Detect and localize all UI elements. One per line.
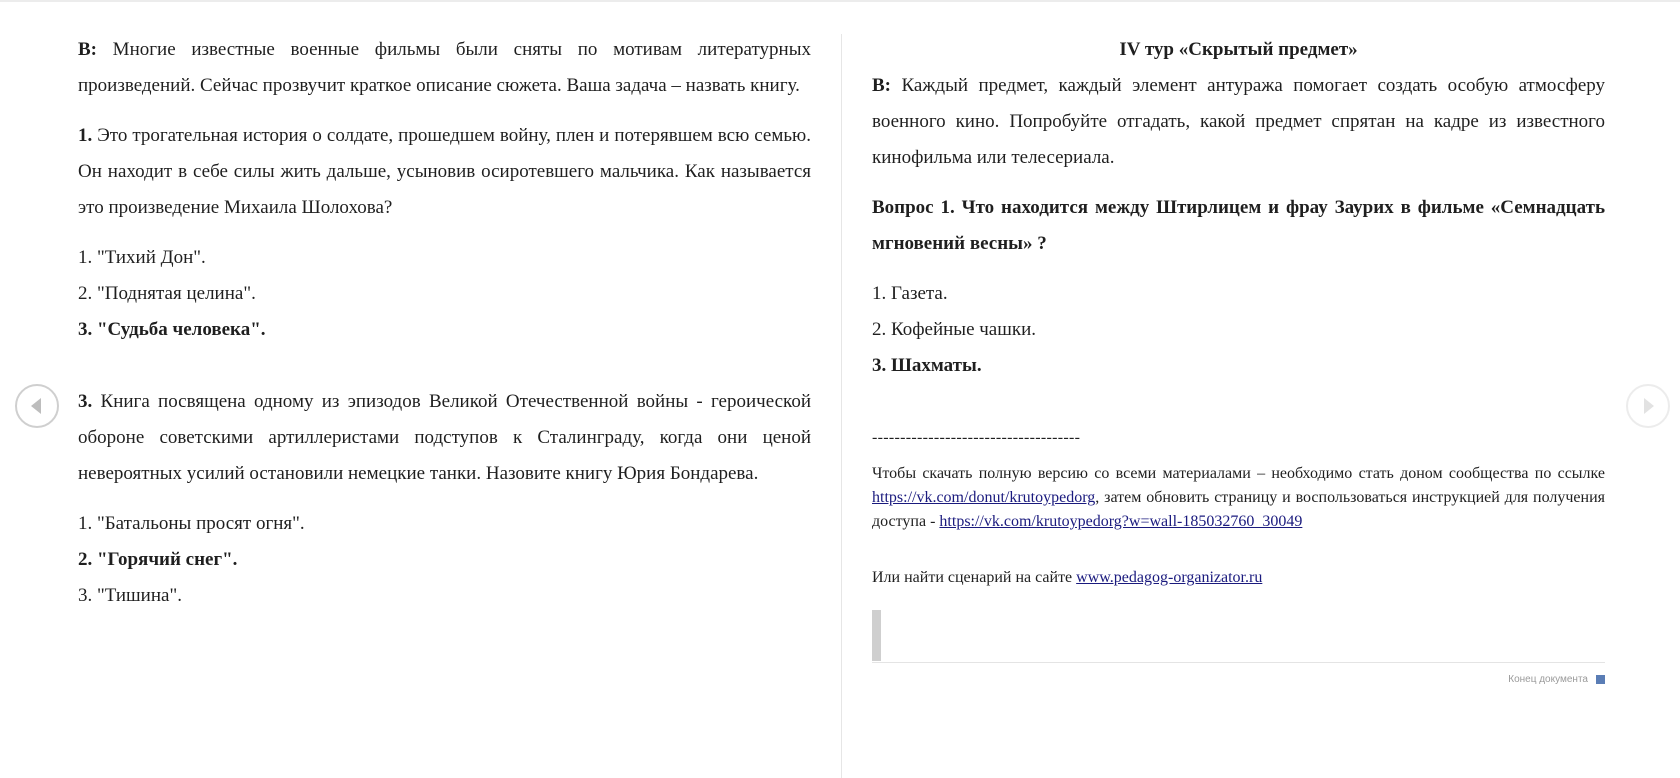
- round-title: IV тур «Скрытый предмет»: [1119, 39, 1358, 60]
- end-of-document-label: Конец документа: [1508, 674, 1588, 685]
- left-page: [78, 32, 811, 614]
- intro-paragraph: [78, 32, 811, 104]
- donut-link[interactable]: https://vk.com/donut/krutoypedorg: [872, 489, 1096, 506]
- dash-separator: -------------------------------------: [872, 429, 1081, 446]
- download-note: [872, 462, 1605, 534]
- question-3-options: [78, 506, 811, 614]
- end-rule: [872, 662, 1605, 663]
- question-1-number: 1.: [78, 125, 93, 146]
- list-item-answer: 3. Шахматы.: [872, 355, 982, 376]
- site-note-text: Или найти сценарий на сайте: [872, 569, 1077, 586]
- wall-link[interactable]: https://vk.com/krutoypedorg?w=wall-185032760_30049: [939, 513, 1303, 530]
- round-question: Вопрос 1. Что находится между Штирлицем и фрау Заурих в фильме «Семнадцать мгновений весны» ?: [872, 197, 1605, 254]
- question-3: [78, 384, 811, 492]
- question-1-text: Это трогательная история о солдате, прошедшем войну, плен и потерявшем всю семью. Он находит в себе силы жить дальше, усыновив осиротевшего мальчика. Как называется это произведение Михаила Шолохова?: [78, 125, 811, 218]
- chevron-right-icon: [1640, 397, 1656, 415]
- question-3-text: Книга посвящена одному из эпизодов Великой Отечественной войны - героической обороне советскими артиллеристами подступов к Сталинграду, когда они ценой невероятных усилий остановили немецкие танки. Назовите книгу Юрия Бондарева.: [78, 391, 811, 484]
- round-intro: [872, 68, 1605, 176]
- list-item: 3. "Тишина".: [78, 585, 182, 606]
- right-page: [872, 32, 1605, 590]
- download-text-1: Чтобы скачать полную версию со всеми материалами – необходимо стать доном сообщества по ссылке: [872, 465, 1605, 482]
- top-border: [0, 0, 1680, 2]
- round-question-options: [872, 276, 1605, 384]
- list-item: 2. Кофейные чашки.: [872, 319, 1037, 340]
- question-3-number: 3.: [78, 391, 93, 412]
- next-page-button[interactable]: [1626, 384, 1670, 428]
- intro-text: Многие известные военные фильмы были сняты по мотивам литературных произведений. Сейчас прозвучит краткое описание сюжета. Ваша задача – назвать книгу.: [78, 39, 811, 96]
- download-text-2: , затем обновить страницу и воспользоваться инструкцией для получения доступа -: [872, 489, 1605, 530]
- round-intro-text: Каждый предмет, каждый элемент антуража помогает создать особую атмосферу военного кино. Попробуйте отгадать, какой предмет спрятан на кадре из известного кинофильма или телесериала.: [872, 75, 1605, 168]
- quote-bar: [872, 610, 881, 661]
- site-link[interactable]: www.pedagog-organizator.ru: [1076, 569, 1263, 586]
- list-item-answer: 3. "Судьба человека".: [78, 319, 266, 340]
- list-item: 1. Газета.: [872, 283, 948, 304]
- end-of-document: [1508, 674, 1605, 685]
- question-1-options: [78, 240, 811, 348]
- question-1: [78, 118, 811, 226]
- round-intro-label: В:: [872, 75, 891, 96]
- list-item: 1. "Батальоны просят огня".: [78, 513, 305, 534]
- chevron-left-icon: [29, 397, 45, 415]
- end-marker-icon: [1596, 675, 1605, 684]
- intro-label: В:: [78, 39, 97, 60]
- list-item-answer: 2. "Горячий снег".: [78, 549, 238, 570]
- list-item: 2. "Поднятая целина".: [78, 283, 256, 304]
- site-note: [872, 566, 1605, 590]
- list-item: 1. "Тихий Дон".: [78, 247, 206, 268]
- page-divider: [841, 34, 842, 778]
- prev-page-button[interactable]: [15, 384, 59, 428]
